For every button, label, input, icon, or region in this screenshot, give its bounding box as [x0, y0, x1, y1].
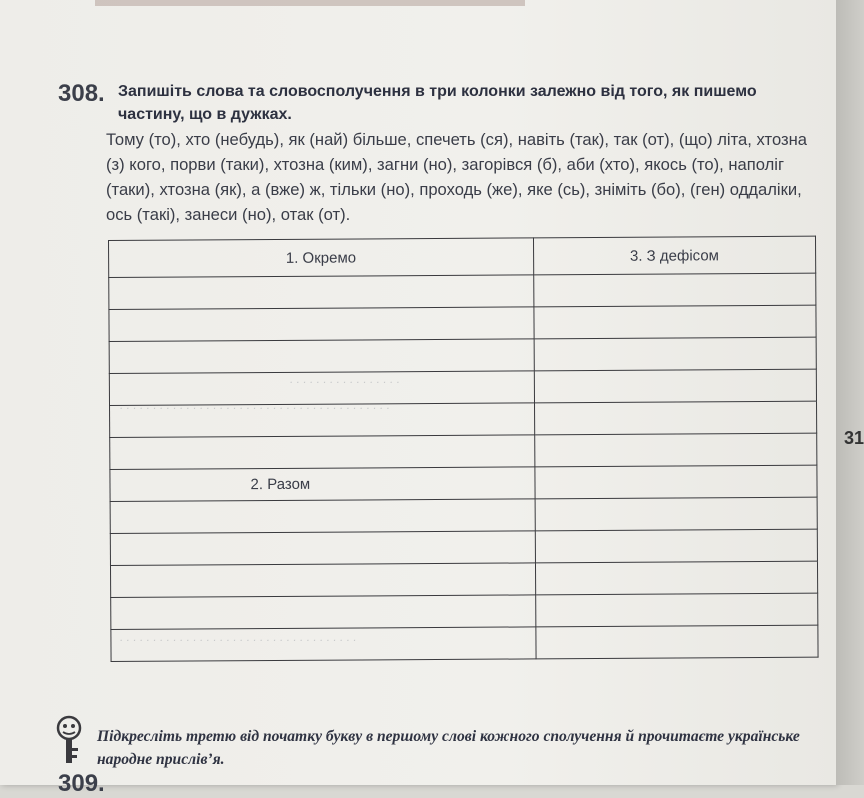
- exercise-word-list: Тому (то), хто (небудь), як (най) більше, спечеть (ся), навіть (так), так (от), (що) літа, хтозна (з) кого, порви (таки), хтозна (ким), загни (но), загорівся (б), аби (хто), якось (то), наполіг (таки), хтозна (як), а (вже) ж, тільки (но), проходь (же), яке (сь), зніміть (бо), (ген) оддаліки, ось (такі), занеси (но), отак (от).: [106, 130, 808, 224]
- answer-cell[interactable]: [111, 595, 536, 630]
- answer-cell[interactable]: [535, 561, 818, 595]
- bleed-through-text: . . . . . . . . . . . . . . . . .: [290, 372, 401, 386]
- answer-cell[interactable]: [535, 465, 818, 499]
- answer-table: [108, 236, 819, 662]
- answer-cell[interactable]: [535, 593, 818, 627]
- table-row: [110, 561, 817, 597]
- table-row: [111, 625, 818, 661]
- answer-cell[interactable]: [535, 497, 818, 531]
- bleed-through-text: . . . . . . . . . . . . . . . . . . . . . . . . . . . . . . . . . . . . . . . . .: [120, 398, 391, 412]
- answer-cell[interactable]: [110, 499, 535, 534]
- adjacent-page-edge: [836, 0, 864, 785]
- answer-cell[interactable]: [534, 369, 817, 403]
- answer-cell[interactable]: [111, 627, 536, 662]
- table-row: [109, 273, 816, 309]
- next-exercise-number: 309.: [58, 770, 105, 797]
- table-row: [109, 305, 816, 341]
- table-row: [110, 497, 817, 533]
- answer-cell[interactable]: [109, 371, 534, 406]
- answer-cell[interactable]: [110, 435, 535, 470]
- exercise-number: 308.: [58, 80, 105, 107]
- answer-cell[interactable]: [110, 563, 535, 598]
- table-row: [110, 401, 817, 437]
- key-icon: [50, 714, 88, 766]
- table-row: [110, 433, 817, 469]
- page-top-edge: [95, 0, 525, 6]
- hint-text: Підкресліть третю від початку букву в першому слові кожного сполучення й прочитаєте українське народне прислів’я.: [97, 728, 800, 768]
- answer-cell[interactable]: [110, 403, 535, 438]
- bleed-through-text: . . . . . . . . . . . . . . . . . . . . . . . . . . . . . . . . . . . .: [120, 630, 357, 644]
- answer-cell[interactable]: [109, 339, 534, 374]
- column-header-separately: 1. Окремо: [109, 238, 534, 278]
- table-row: [111, 593, 818, 629]
- answer-cell[interactable]: [534, 433, 817, 467]
- answer-cell[interactable]: [109, 307, 534, 342]
- answer-cell[interactable]: [533, 273, 816, 307]
- answer-cell[interactable]: [534, 401, 817, 435]
- table-row: [109, 369, 816, 405]
- column-header-hyphenated: 3. З дефісом: [533, 236, 816, 275]
- answer-cell[interactable]: [109, 275, 534, 310]
- answer-cell[interactable]: [535, 529, 818, 563]
- exercise-instruction: Запишіть слова та словосполучення в три колонки залежно від того, як пишемо частину, що в дужках.: [118, 83, 757, 123]
- table-header-row: [109, 236, 816, 277]
- table-row: [109, 337, 816, 373]
- table-section-row: [110, 465, 817, 501]
- answer-cell[interactable]: [534, 305, 817, 339]
- adjacent-page-number: 31: [844, 428, 864, 448]
- table-row: [110, 529, 817, 565]
- answer-cell[interactable]: [534, 337, 817, 371]
- answer-cell[interactable]: [110, 531, 535, 566]
- answer-cell[interactable]: [536, 625, 819, 659]
- section-header-together: 2. Разом: [110, 467, 535, 502]
